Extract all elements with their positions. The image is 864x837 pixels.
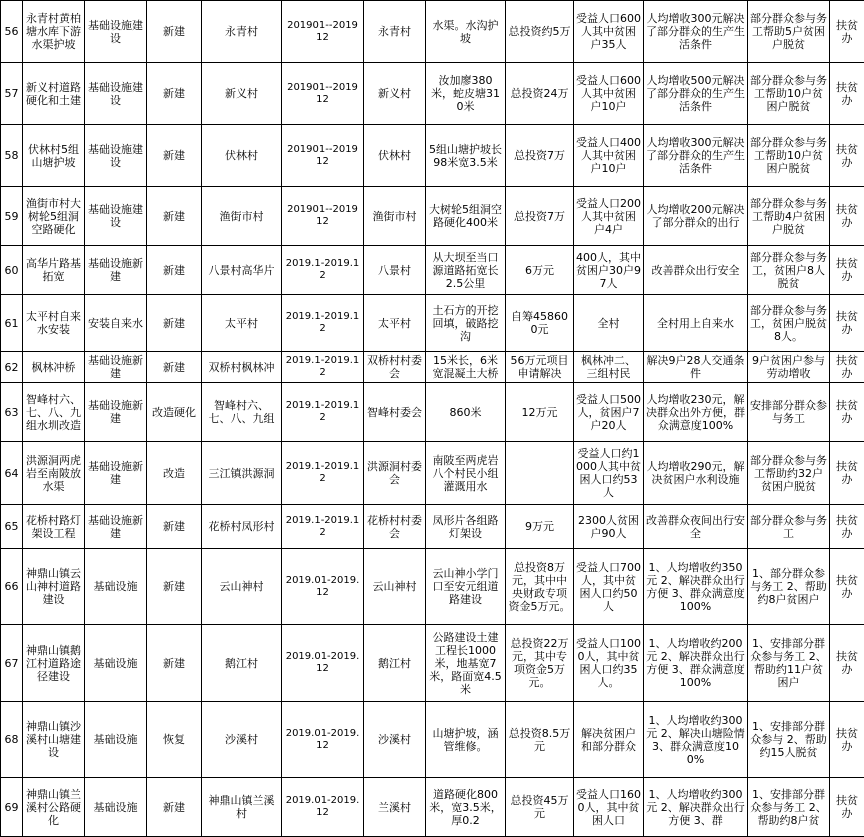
cell-project-name: 神鼎山镇兰溪村公路硬化 <box>23 778 85 837</box>
cell-project-name: 太平村自来水安装 <box>23 295 85 352</box>
cell-fund: 6万元 <box>506 246 574 295</box>
cell-unit: 沙溪村 <box>364 702 426 778</box>
cell-effect: 1、人均增收约300元 2、解决群众出行方便 3、群 <box>644 778 748 837</box>
cell-fund: 总投资45万元 <box>506 778 574 837</box>
cell-location: 神鼎山镇兰溪村 <box>202 778 282 837</box>
cell-scale: 土石方的开挖回填，破路挖沟 <box>426 295 506 352</box>
cell-nature: 新建 <box>147 246 202 295</box>
cell-nature: 新建 <box>147 187 202 246</box>
cell-beneficiaries: 受益人口约1000人其中贫困人口约53人 <box>574 442 644 505</box>
cell-project-type: 基础设施 <box>85 778 147 837</box>
cell-dept: 扶贫办 <box>830 505 864 549</box>
table-row <box>1 187 864 246</box>
cell-fund: 总投资7万 <box>506 125 574 187</box>
cell-period: 2019.01-2019.12 <box>282 778 364 837</box>
cell-period: 2019.1-2019.12 <box>282 505 364 549</box>
cell-beneficiaries: 全村 <box>574 295 644 352</box>
cell-effect: 人均增收500元解决了部分群众的生产生活条件 <box>644 63 748 125</box>
cell-no: 59 <box>1 187 23 246</box>
cell-no: 66 <box>1 549 23 625</box>
cell-effect: 人均增收200元解决了部分群众的出行 <box>644 187 748 246</box>
table-row <box>1 63 864 125</box>
cell-beneficiaries: 受益人口500人，贫困户7户20人 <box>574 383 644 442</box>
cell-mechanism: 1、安排部分群众参与务工 2、帮助约11户贫困户 <box>748 625 830 702</box>
cell-project-type: 基础设施建设 <box>85 125 147 187</box>
cell-dept: 扶贫办 <box>830 549 864 625</box>
cell-nature: 改造 <box>147 442 202 505</box>
cell-scale: 山塘护坡，涵管维修。 <box>426 702 506 778</box>
cell-period: 2019.1-2019.12 <box>282 442 364 505</box>
cell-location: 双桥村枫林冲 <box>202 352 282 383</box>
cell-location: 永青村 <box>202 1 282 63</box>
cell-dept: 扶贫办 <box>830 383 864 442</box>
cell-effect: 1、人均增收约350元 2、解决群众出行方便 3、群众满意度100% <box>644 549 748 625</box>
cell-fund: 总投资7万 <box>506 187 574 246</box>
cell-nature: 新建 <box>147 63 202 125</box>
cell-beneficiaries: 受益人口200人其中贫困户4户 <box>574 187 644 246</box>
cell-scale: 道路硬化800米，宽3.5米，厚0.2 <box>426 778 506 837</box>
cell-scale: 大树轮5组洞空路硬化400米 <box>426 187 506 246</box>
cell-beneficiaries: 400人，其中贫困户30户97人 <box>574 246 644 295</box>
cell-dept: 扶贫办 <box>830 625 864 702</box>
cell-fund: 自筹458600元 <box>506 295 574 352</box>
cell-mechanism: 部分群众参与务工帮助10户贫困户脱贫 <box>748 63 830 125</box>
cell-nature: 新建 <box>147 549 202 625</box>
cell-nature: 新建 <box>147 1 202 63</box>
cell-mechanism: 部分群众参与务工帮助5户贫困户脱贫 <box>748 1 830 63</box>
cell-unit: 伏林村 <box>364 125 426 187</box>
cell-scale: 从大坝至当口源道路拓宽长2.5公里 <box>426 246 506 295</box>
cell-no: 62 <box>1 352 23 383</box>
cell-fund: 总投资8万元，其中中央财政专项资金5万元。 <box>506 549 574 625</box>
cell-unit: 花桥村村委会 <box>364 505 426 549</box>
cell-fund <box>506 442 574 505</box>
cell-mechanism: 部分群众参与务工帮助约32户贫困户脱贫 <box>748 442 830 505</box>
cell-project-type: 安装自来水 <box>85 295 147 352</box>
cell-no: 56 <box>1 1 23 63</box>
cell-unit: 八景村 <box>364 246 426 295</box>
cell-project-name: 高华片路基拓宽 <box>23 246 85 295</box>
cell-project-type: 基础设施新建 <box>85 505 147 549</box>
cell-project-type: 基础设施 <box>85 702 147 778</box>
cell-period: 2019.1-2019.12 <box>282 352 364 383</box>
cell-effect: 解决9户28人交通条件 <box>644 352 748 383</box>
cell-period: 2019.01-2019.12 <box>282 625 364 702</box>
cell-no: 67 <box>1 625 23 702</box>
cell-nature: 恢复 <box>147 702 202 778</box>
cell-dept: 扶贫办 <box>830 295 864 352</box>
cell-location: 鹅江村 <box>202 625 282 702</box>
cell-project-type: 基础设施建设 <box>85 187 147 246</box>
cell-location: 新义村 <box>202 63 282 125</box>
cell-project-name: 渔街市村大树轮5组洞空路硬化 <box>23 187 85 246</box>
cell-dept: 扶贫办 <box>830 1 864 63</box>
cell-nature: 新建 <box>147 125 202 187</box>
cell-fund: 12万元 <box>506 383 574 442</box>
table-row <box>1 778 864 837</box>
cell-location: 太平村 <box>202 295 282 352</box>
cell-project-name: 枫林冲桥 <box>23 352 85 383</box>
cell-location: 八景村高华片 <box>202 246 282 295</box>
cell-unit: 永青村 <box>364 1 426 63</box>
table-row <box>1 625 864 702</box>
cell-unit: 新义村 <box>364 63 426 125</box>
cell-project-type: 基础设施新建 <box>85 352 147 383</box>
cell-effect: 人均增收230元，解决群众出外方便，群众满意度100% <box>644 383 748 442</box>
cell-no: 57 <box>1 63 23 125</box>
table-row <box>1 295 864 352</box>
table-row <box>1 505 864 549</box>
cell-mechanism: 9户贫困户参与劳动增收 <box>748 352 830 383</box>
cell-project-name: 永青村黄柏塘水库下游水渠护坡 <box>23 1 85 63</box>
table-row <box>1 442 864 505</box>
cell-no: 65 <box>1 505 23 549</box>
cell-fund: 总投资24万 <box>506 63 574 125</box>
cell-fund: 9万元 <box>506 505 574 549</box>
cell-scale: 凤形片各组路灯架设 <box>426 505 506 549</box>
cell-mechanism: 部分群众参与务工帮助4户贫困户脱贫 <box>748 187 830 246</box>
cell-mechanism: 1、安排部分群众参与务工 2、帮助约8户贫 <box>748 778 830 837</box>
cell-location: 沙溪村 <box>202 702 282 778</box>
cell-project-name: 新义村道路硬化和土建 <box>23 63 85 125</box>
cell-project-type: 基础设施 <box>85 625 147 702</box>
cell-period: 2019.1-2019.12 <box>282 246 364 295</box>
cell-location: 智峰村六、七、八、九组 <box>202 383 282 442</box>
table-row <box>1 549 864 625</box>
cell-dept: 扶贫办 <box>830 442 864 505</box>
cell-project-name: 洪源洞两虎岩至南陂放水渠 <box>23 442 85 505</box>
cell-beneficiaries: 受益人口600人其中贫困户10户 <box>574 63 644 125</box>
cell-unit: 兰溪村 <box>364 778 426 837</box>
cell-project-name: 神鼎山镇鹅江村道路途径建设 <box>23 625 85 702</box>
cell-unit: 云山神村 <box>364 549 426 625</box>
table-row <box>1 246 864 295</box>
cell-no: 63 <box>1 383 23 442</box>
table-row <box>1 383 864 442</box>
cell-unit: 智峰村委会 <box>364 383 426 442</box>
cell-project-type: 基础设施建设 <box>85 63 147 125</box>
table-row <box>1 1 864 63</box>
cell-nature: 改造硬化 <box>147 383 202 442</box>
cell-project-name: 神鼎山镇云山神村道路建设 <box>23 549 85 625</box>
cell-dept: 扶贫办 <box>830 702 864 778</box>
cell-mechanism: 安排部分群众参与务工 <box>748 383 830 442</box>
cell-mechanism: 1、安排部分群众参与 2、帮助约15人脱贫 <box>748 702 830 778</box>
cell-no: 69 <box>1 778 23 837</box>
cell-mechanism: 部分群众参与务工 <box>748 505 830 549</box>
cell-project-name: 伏林村5组山塘护坡 <box>23 125 85 187</box>
cell-period: 2019.1-2019.12 <box>282 295 364 352</box>
cell-scale: 云山神小学门口至安元组道路建设 <box>426 549 506 625</box>
cell-dept: 扶贫办 <box>830 187 864 246</box>
table-row <box>1 352 864 383</box>
cell-effect: 改善群众出行安全 <box>644 246 748 295</box>
cell-location: 云山神村 <box>202 549 282 625</box>
cell-beneficiaries: 2300人贫困户90人 <box>574 505 644 549</box>
cell-scale: 南陂至两虎岩八个村民小组灌溉用水 <box>426 442 506 505</box>
cell-nature: 新建 <box>147 625 202 702</box>
cell-beneficiaries: 受益人口400人其中贫困户10户 <box>574 125 644 187</box>
cell-location: 伏林村 <box>202 125 282 187</box>
cell-scale: 水渠。水沟护坡 <box>426 1 506 63</box>
cell-project-type: 基础设施建设 <box>85 1 147 63</box>
cell-effect: 人均增收300元解决了部分群众的生产生活条件 <box>644 1 748 63</box>
cell-nature: 新建 <box>147 505 202 549</box>
cell-dept: 扶贫办 <box>830 246 864 295</box>
cell-mechanism: 部分群众参与务工帮助10户贫困户脱贫 <box>748 125 830 187</box>
cell-effect: 人均增收290元，解决贫困户水利设施 <box>644 442 748 505</box>
cell-no: 68 <box>1 702 23 778</box>
cell-location: 三江镇洪源洞 <box>202 442 282 505</box>
cell-effect: 人均增收300元解决了部分群众的生产生活条件 <box>644 125 748 187</box>
cell-no: 64 <box>1 442 23 505</box>
cell-effect: 1、人均增收约200元 2、解决群众出行方便 3、群众满意度100% <box>644 625 748 702</box>
cell-no: 58 <box>1 125 23 187</box>
cell-mechanism: 部分群众参与务工，贫困户8人脱贫 <box>748 246 830 295</box>
cell-project-type: 基础设施新建 <box>85 442 147 505</box>
cell-mechanism: 部分群众参与务工，贫困户脱贫8人。 <box>748 295 830 352</box>
cell-scale: 5组山塘护坡长98米宽3.5米 <box>426 125 506 187</box>
cell-period: 201901--201912 <box>282 1 364 63</box>
cell-no: 60 <box>1 246 23 295</box>
table-row <box>1 702 864 778</box>
cell-nature: 新建 <box>147 352 202 383</box>
cell-dept: 扶贫办 <box>830 352 864 383</box>
cell-dept: 扶贫办 <box>830 778 864 837</box>
cell-project-name: 花桥村路灯架设工程 <box>23 505 85 549</box>
cell-fund: 总投资8.5万元 <box>506 702 574 778</box>
cell-project-type: 基础设施 <box>85 549 147 625</box>
cell-location: 花桥村凤形村 <box>202 505 282 549</box>
cell-project-type: 基础设施新建 <box>85 246 147 295</box>
cell-project-type: 基础设施新建 <box>85 383 147 442</box>
cell-beneficiaries: 受益人口600人其中贫困户35人 <box>574 1 644 63</box>
cell-fund: 56万元项目申请解决 <box>506 352 574 383</box>
cell-dept: 扶贫办 <box>830 125 864 187</box>
cell-unit: 洪源洞村委会 <box>364 442 426 505</box>
cell-nature: 新建 <box>147 295 202 352</box>
cell-project-name: 智峰村六、七、八、九组水圳改造 <box>23 383 85 442</box>
table-row <box>1 125 864 187</box>
cell-period: 2019.01-2019.12 <box>282 549 364 625</box>
cell-unit: 双桥村村委会 <box>364 352 426 383</box>
cell-nature: 新建 <box>147 778 202 837</box>
cell-effect: 改善群众夜间出行安全 <box>644 505 748 549</box>
cell-fund: 总投资22万元，其中专项资金5万元。 <box>506 625 574 702</box>
cell-no: 61 <box>1 295 23 352</box>
cell-unit: 鹅江村 <box>364 625 426 702</box>
cell-period: 201901--201912 <box>282 187 364 246</box>
cell-scale: 公路建设土建工程长1000米，地基宽7米，路面宽4.5米 <box>426 625 506 702</box>
cell-beneficiaries: 枫林冲二、三组村民 <box>574 352 644 383</box>
cell-scale: 汝加廖380米，蛇皮塘310米 <box>426 63 506 125</box>
cell-period: 201901--201912 <box>282 63 364 125</box>
cell-project-name: 神鼎山镇沙溪村山塘建设 <box>23 702 85 778</box>
cell-effect: 1、人均增收约300元 2、解决山塘险情 3、群众满意度100% <box>644 702 748 778</box>
cell-unit: 太平村 <box>364 295 426 352</box>
cell-scale: 15米长，6米宽混凝土大桥 <box>426 352 506 383</box>
cell-period: 2019.01-2019.12 <box>282 702 364 778</box>
cell-dept: 扶贫办 <box>830 63 864 125</box>
cell-mechanism: 1、部分群众参与务工 2、帮助约8户贫困户 <box>748 549 830 625</box>
cell-fund: 总投资约5万 <box>506 1 574 63</box>
table-body <box>1 1 864 837</box>
cell-period: 2019.1-2019.12 <box>282 383 364 442</box>
cell-beneficiaries: 解决贫困户和部分群众 <box>574 702 644 778</box>
cell-scale: 860米 <box>426 383 506 442</box>
cell-beneficiaries: 受益人口700人，其中贫困人口约50人 <box>574 549 644 625</box>
cell-effect: 全村用上自来水 <box>644 295 748 352</box>
cell-beneficiaries: 受益人口1600人，其中贫困人口 <box>574 778 644 837</box>
cell-beneficiaries: 受益人口1000人，其中贫困人口约35人。 <box>574 625 644 702</box>
cell-unit: 渔街市村 <box>364 187 426 246</box>
cell-period: 201901--201912 <box>282 125 364 187</box>
cell-location: 渔街市村 <box>202 187 282 246</box>
